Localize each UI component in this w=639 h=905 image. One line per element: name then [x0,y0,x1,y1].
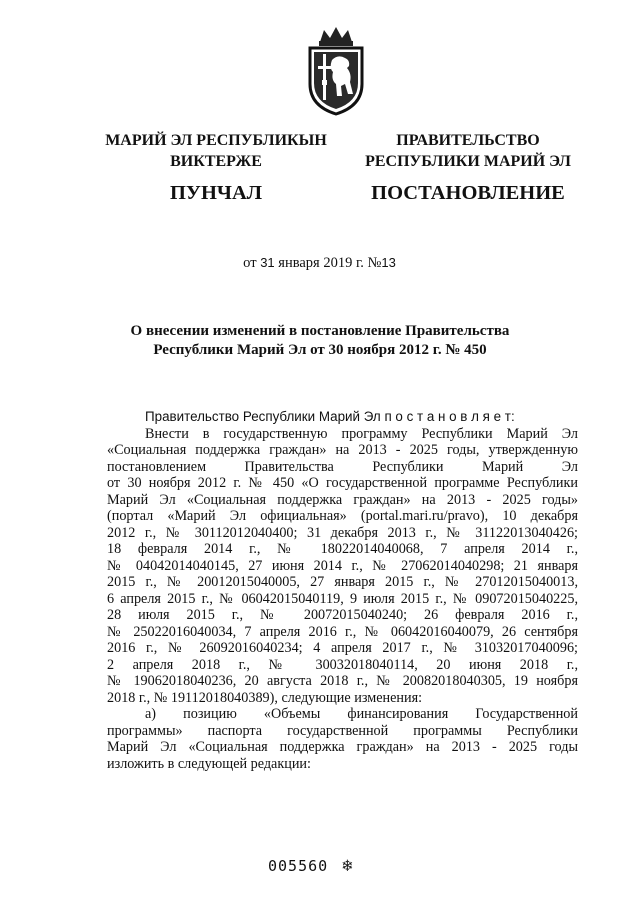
body-line: Марий Эл «Социальная поддержка граждан» на 2013 - 2025 годы» [107,491,578,508]
body-line: постановлением Правительства Республики Марий Эл [107,458,578,475]
header-right-doc-type: ПОСТАНОВЛЕНИЕ [371,182,565,204]
body-line: Марий Эл «Социальная поддержка граждан» на 2013 - 2025 годы [107,739,578,755]
body-line: 2015 г., № 20012015040005, 27 января 2015 г., № 27012015040013, [107,574,578,590]
body-line: № 04042014040145, 27 июня 2014 г., № 27062014040298; 21 января [107,557,578,574]
snowflake-icon: ❄ [342,856,354,876]
header-left-line1: МАРИЙ ЭЛ РЕСПУБЛИКЫН [105,132,327,149]
body-line: «Социальная поддержка граждан» на 2013 - 2025 годы, утвержденную [107,442,578,458]
body-line: 28 июля 2015 г., № 20072015040240; 26 февраля 2016 г., [107,607,578,623]
document-number: 13 [381,255,396,270]
body-line: программы» паспорта государственной программы Республики [107,722,578,739]
body-line: 2012 г., № 30112012040400; 31 декабря 2013 г., № 31122013040426; [107,524,578,541]
date-month-year: января 2019 г. № [278,255,382,271]
body-line: (портал «Марий Эл официальная» (portal.mari.ru/pravo), 10 декабря [107,508,578,524]
title-line2: Республики Марий Эл от 30 ноября 2012 г. № 450 [153,342,487,358]
body-line: 2 апреля 2018 г., № 30032018040114, 20 июня 2018 г., [107,656,578,673]
serial-number: 005560 [268,857,329,875]
header-left [100,130,332,205]
body-line: 6 апреля 2015 г., № 06042015040119, 9 июля 2015 г., № 09072015040225, [107,590,578,607]
body-line: Правительство Республики Марий Эл п о с т а н о в л я е т: [145,409,515,424]
header-right-line1: ПРАВИТЕЛЬСТВО [396,132,540,149]
coat-of-arms-icon [298,24,374,118]
title-line1: О внесении изменений в постановление Правительства [130,323,510,339]
document-title [80,322,560,360]
body-line: от 30 ноября 2012 г. № 450 «О государственной программе Республики [107,475,578,491]
header-left-doc-type: ПУНЧАЛ [169,182,263,204]
header-right-line2: РЕСПУБЛИКИ МАРИЙ ЭЛ [365,153,571,170]
date-day: 31 [260,255,275,270]
body-line: 2016 г., № 26092016040234; 4 апреля 2017 г., № 31032017040096; [107,640,578,656]
body-line: 2018 г., № 19112018040389), следующие изменения: [107,689,423,706]
body-line: изложить в следующей редакции: [107,755,311,772]
body-line: а) позицию «Объемы финансирования Государственной [145,706,578,722]
document-body [107,409,578,772]
document-date [0,255,639,272]
header-right [350,130,586,205]
body-line: № 19062018040236, 20 августа 2018 г., № 20082018040305, 19 ноября [107,673,578,689]
body-line: Внести в государственную программу Республики Марий Эл [145,425,578,442]
date-prefix: от [243,255,257,271]
body-line: № 25022016040034, 7 апреля 2016 г., № 06042016040079, 26 сентября [107,623,578,640]
header-left-line2: ВИКТЕРЖЕ [170,153,262,170]
body-line: 18 февраля 2014 г., № 18022014040068, 7 апреля 2014 г., [107,541,578,557]
footer-serial [268,856,353,876]
